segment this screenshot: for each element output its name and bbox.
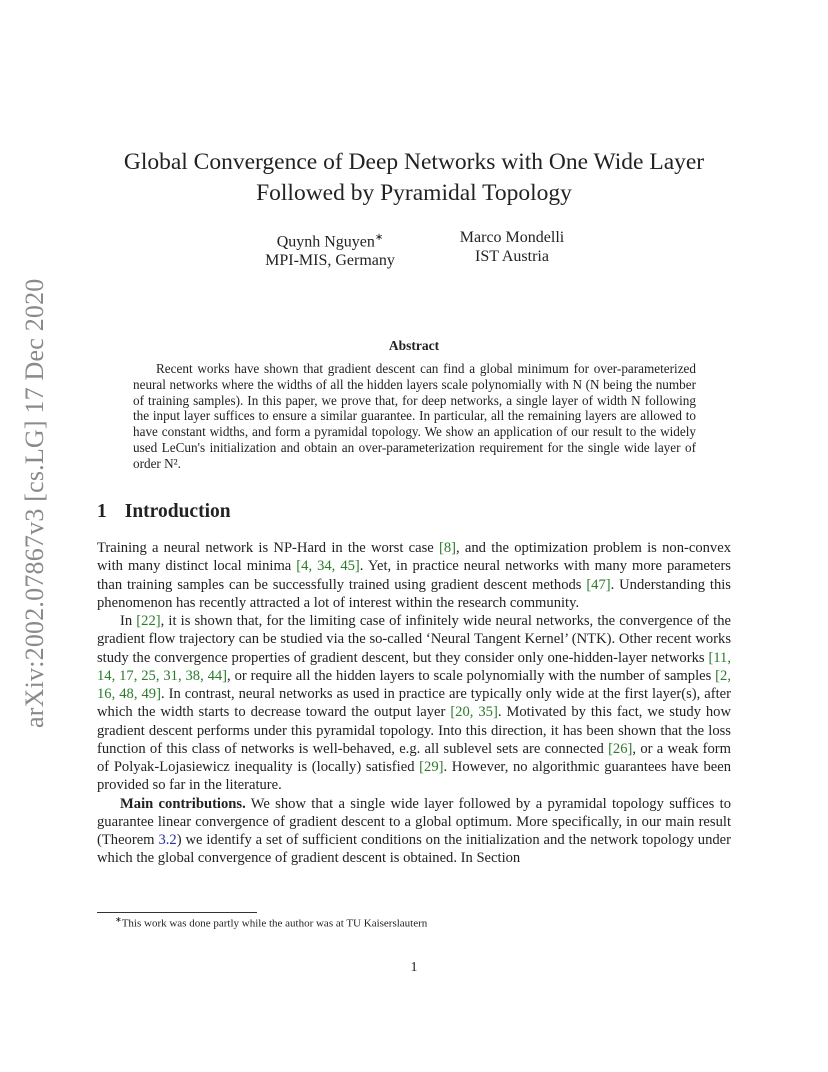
section-title: Introduction: [124, 501, 231, 522]
page-number: 1: [410, 960, 418, 975]
text-run: . In contrast, neural networks as used in practice are typically only wide at the first layer(s), after which the width starts to decrease toward the output layer: [97, 686, 731, 721]
author-name: Marco Mondelli: [459, 229, 565, 246]
text-run: ) we identify a set of sufficient conditions on the initialization and the network topology under which the global convergence of gradient descent is obtained. In Section: [97, 832, 731, 867]
paragraph: [97, 539, 731, 612]
citation-link[interactable]: [22]: [136, 613, 161, 629]
text-run: . However, no algorithmic guarantees have been provided so far in the literature.: [97, 759, 731, 794]
author-footnote-mark[interactable]: ∗: [374, 232, 384, 243]
author-2: [448, 228, 576, 266]
text-run: In: [120, 613, 137, 629]
text-run: , or require all the hidden layers to scale polynomially with the number of samples: [227, 667, 716, 684]
citation-link[interactable]: [8]: [438, 540, 457, 556]
text-run: , or a weak form of Polyak-Lojasiewicz inequality is (locally) satisfied: [97, 740, 731, 775]
paragraph: [97, 795, 731, 868]
author-name: Quynh Nguyen: [276, 233, 375, 251]
section-heading: [97, 501, 231, 523]
abstract-text: Recent works have shown that gradient descent can find a global minimum for over-parameterized neural networks where the widths of all the hidden layers scale polynomially with N (N being the number of training samples). In this paper, we prove that, for deep networks, a single layer of width N following the input layer suffices to ensure a similar guarantee. In particular, all the remaining layers are allowed to have constant widths, and form a pyramidal topology. We show an application of our result to the widely used LeCun's initialization and obtain an over-parameterization requirement for the single wide layer of order N².: [133, 361, 696, 471]
footnote: [115, 915, 427, 930]
text-run: We show that a single wide layer followed by a pyramidal topology suffices to guarantee linear convergence of gradient descent to a global optimum. More specifically, in our main result (Theorem: [97, 795, 731, 848]
text-run: . Yet, in practice neural networks with many more parameters than training samples can be successfully trained using gradient descent methods: [97, 558, 731, 593]
author-affiliation: IST Austria: [475, 248, 549, 265]
citation-link[interactable]: [26]: [608, 740, 633, 757]
footnote-rule: [97, 912, 257, 913]
citation-link[interactable]: [47]: [586, 576, 611, 593]
citation-link[interactable]: [11, 14, 17, 25, 31, 38, 44]: [97, 649, 731, 684]
abstract-heading: Abstract: [388, 338, 440, 353]
text-run: , and the optimization problem is non-convex with many distinct local minima: [97, 540, 731, 575]
author-1: [258, 228, 402, 270]
title-line-1: Global Convergence of Deep Networks with One Wide Layer: [123, 149, 705, 175]
arxiv-stamp: arXiv:2002.07867v3 [cs.LG] 17 Dec 2020: [20, 278, 49, 728]
footnote-mark: ∗: [115, 915, 122, 924]
author-affiliation: MPI-MIS, Germany: [265, 252, 395, 270]
citation-link[interactable]: [2, 16, 48, 49]: [97, 667, 731, 702]
footnote-text: This work was done partly while the author was at TU Kaiserslautern: [121, 917, 428, 930]
theorem-ref-link[interactable]: 3.2: [158, 832, 177, 848]
text-run: . Motivated by this fact, we study how gradient descent performs under this pyramidal topology. Into this direction, it has been shown that the loss function of this class of networks is well-behaved, e.g. all sublevel sets are connected: [97, 704, 731, 757]
text-run: . Understanding this phenomenon has recently attracted a lot of interest within the research community.: [97, 576, 731, 611]
text-run: , it is shown that, for the limiting case of infinitely wide neural networks, the convergence of the gradient flow trajectory can be studied via the so-called ‘Neural Tangent Kernel’ (NTK). Other recent works study the convergence properties of gradient descent, but they consider only one-hidden-layer networks: [97, 613, 731, 666]
title-line-2: Followed by Pyramidal Topology: [256, 180, 572, 206]
citation-link[interactable]: [20, 35]: [450, 704, 498, 721]
paragraph-lead: Main contributions.: [120, 795, 246, 812]
section-number: 1: [97, 501, 107, 522]
citation-link[interactable]: [29]: [419, 759, 444, 775]
text-run: Training a neural network is NP-Hard in the worst case: [97, 540, 439, 556]
paper-title: [96, 147, 732, 209]
citation-link[interactable]: [4, 34, 45]: [296, 558, 360, 575]
body-text: [97, 539, 731, 868]
paragraph: [97, 612, 731, 795]
